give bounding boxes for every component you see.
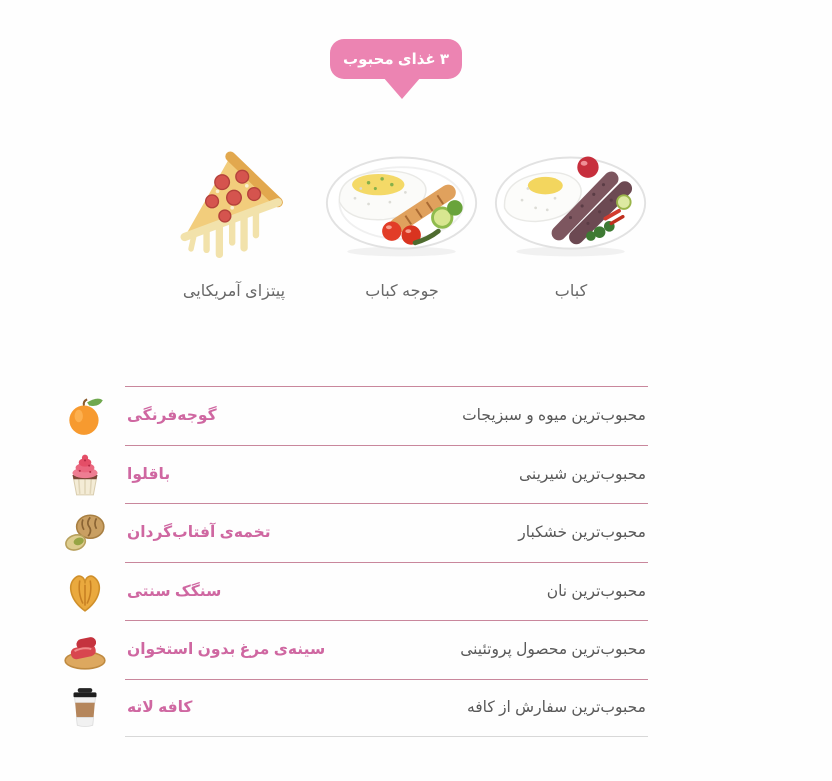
bread-icon: [62, 568, 108, 614]
chicken-kebab-plate-illustration: [318, 142, 486, 268]
title-badge-label: ۳ غذای محبوب: [343, 51, 449, 68]
food-item-american-pizza: [150, 142, 318, 301]
pizza-slice-illustration: [150, 142, 318, 268]
food-item-kebab: [487, 142, 655, 301]
food-label: جوجه کباب: [365, 283, 439, 300]
walnut-pistachio-icon: [62, 510, 108, 556]
food-item-chicken-kebab: [318, 142, 486, 301]
table-row: [125, 679, 648, 738]
table-row: [125, 503, 648, 562]
pizza-slice-icon: [170, 145, 298, 265]
favorites-table: [125, 386, 648, 737]
kebab-plate-illustration: [487, 142, 655, 268]
table-row: [125, 445, 648, 504]
row-category: محبوب‌ترین خشکبار: [518, 524, 646, 542]
kebab-plate-icon: [491, 142, 651, 268]
tangerine-icon: [62, 393, 108, 439]
row-category: محبوب‌ترین محصول پروتئینی: [460, 641, 646, 659]
table-row: [125, 386, 648, 445]
meat-board-icon: [62, 627, 108, 673]
row-answer: کافه لاته: [127, 699, 193, 717]
cupcake-icon: [62, 451, 108, 497]
title-badge-pointer: [383, 77, 421, 99]
row-category: محبوب‌ترین نان: [546, 582, 646, 600]
row-category: محبوب‌ترین سفارش از کافه: [466, 699, 646, 717]
table-row: [125, 620, 648, 679]
title-badge: [330, 39, 462, 79]
coffee-cup-icon: [62, 685, 108, 731]
food-label: پیتزای آمریکایی: [182, 283, 286, 300]
row-answer: سینه‌ی مرغ بدون استخوان: [127, 641, 326, 659]
chicken-kebab-plate-icon: [322, 142, 482, 268]
row-answer: سنگک سنتی: [127, 582, 222, 600]
food-label: کباب: [554, 283, 588, 300]
table-row: [125, 562, 648, 621]
row-answer: باقلوا: [127, 465, 171, 483]
row-category: محبوب‌ترین میوه و سبزیجات: [462, 407, 646, 425]
row-answer: تخمه‌ی آفتاب‌گردان: [127, 524, 271, 542]
row-answer: گوجه‌فرنگی: [127, 407, 217, 425]
row-category: محبوب‌ترین شیرینی: [519, 465, 646, 483]
